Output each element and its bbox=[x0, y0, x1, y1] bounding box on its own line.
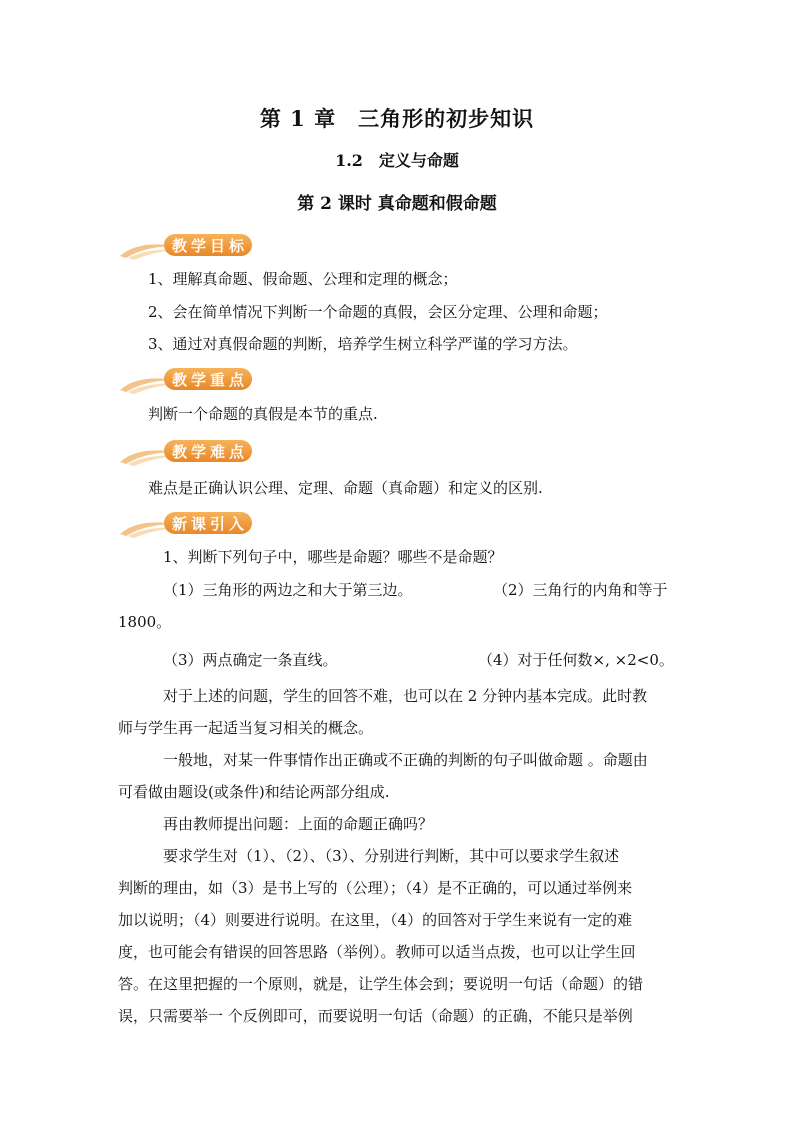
section-banner-intro bbox=[118, 508, 258, 538]
banner-char: 重 bbox=[210, 370, 226, 389]
paragraph-line: 可看做由题设(或条件)和结论两部分组成. bbox=[118, 783, 390, 801]
chapter-title: 第 1 章 三角形的初步知识 bbox=[259, 106, 535, 131]
banner-char: 点 bbox=[229, 442, 245, 461]
paragraph-line: 答。在这里把握的一个原则，就是，让学生体会到；要说明一句话（命题）的错 bbox=[118, 975, 644, 993]
section-banner-difficulty bbox=[118, 436, 258, 466]
banner-pill bbox=[164, 440, 252, 462]
paragraph-line: 度，也可能会有错误的回答思路（举例）。教师可以适当点拨，也可以让学生回 bbox=[118, 943, 636, 961]
banner-char: 入 bbox=[229, 514, 245, 533]
paragraph-line: 要求学生对（1）、（2）、（3）、分别进行判断，其中可以要求学生叙述 bbox=[163, 847, 620, 865]
intro-item-1: （1）三角形的两边之和大于第三边。 bbox=[163, 581, 413, 599]
banner-char: 难 bbox=[210, 442, 226, 461]
paragraph-line: 师与学生再一起适当复习相关的概念。 bbox=[118, 719, 374, 737]
banner-char: 教 bbox=[172, 442, 188, 461]
banner-pill bbox=[164, 234, 252, 256]
paragraph-line: 误，只需要举一 个反例即可，而要说明一句话（命题）的正确，不能只是举例 bbox=[118, 1007, 633, 1025]
banner-char: 点 bbox=[229, 370, 245, 389]
section-banner-key bbox=[118, 364, 258, 394]
paragraph-line: 对于上述的问题，学生的回答不难，也可以在 2 分钟内基本完成。此时教 bbox=[163, 687, 648, 705]
banner-pill bbox=[164, 368, 252, 390]
section-banner-goals bbox=[118, 230, 258, 260]
banner-char: 新 bbox=[172, 514, 188, 533]
intro-item-2: （2）三角行的内角和等于 bbox=[493, 581, 668, 599]
banner-char: 学 bbox=[191, 442, 207, 461]
paragraph-line: 再由教师提出问题：上面的命题正确吗？ bbox=[163, 815, 434, 833]
goal-item-1: 1、理解真命题、假命题、公理和定理的概念； bbox=[148, 270, 458, 288]
intro-item-2-cont: 1800。 bbox=[118, 613, 172, 631]
banner-pill bbox=[164, 512, 252, 534]
banner-char: 引 bbox=[210, 514, 226, 533]
banner-char: 学 bbox=[191, 236, 207, 255]
banner-char: 课 bbox=[191, 514, 207, 533]
banner-char: 目 bbox=[210, 236, 226, 255]
banner-char: 标 bbox=[229, 236, 245, 255]
paragraph-line: 一般地，对某一件事情作出正确或不正确的判断的句子叫做命题 。命题由 bbox=[163, 751, 648, 769]
intro-question: 1、判断下列句子中，哪些是命题？哪些不是命题？ bbox=[163, 548, 503, 566]
goal-item-2: 2、会在简单情况下判断一个命题的真假，会区分定理、公理和命题； bbox=[148, 303, 608, 321]
key-text: 判断一个命题的真假是本节的重点. bbox=[148, 405, 378, 423]
paragraph-line: 判断的理由，如（3）是书上写的（公理）；（4）是不正确的，可以通过举例来 bbox=[118, 879, 633, 897]
lesson-title: 第 2 课时 真命题和假命题 bbox=[297, 194, 497, 214]
section-title: 1.2 定义与命题 bbox=[335, 151, 459, 170]
banner-char: 教 bbox=[172, 236, 188, 255]
paragraph-line: 加以说明；（4）则要进行说明。在这里，（4）的回答对于学生来说有一定的难 bbox=[118, 911, 633, 929]
difficulty-text: 难点是正确认识公理、定理、命题（真命题）和定义的区别. bbox=[148, 479, 543, 497]
goal-item-3: 3、通过对真假命题的判断，培养学生树立科学严谨的学习方法。 bbox=[148, 335, 578, 353]
banner-char: 教 bbox=[172, 370, 188, 389]
intro-item-4: （4）对于任何数×, ×2<0。 bbox=[478, 651, 674, 669]
intro-item-3: （3）两点确定一条直线。 bbox=[163, 651, 338, 669]
banner-char: 学 bbox=[191, 370, 207, 389]
